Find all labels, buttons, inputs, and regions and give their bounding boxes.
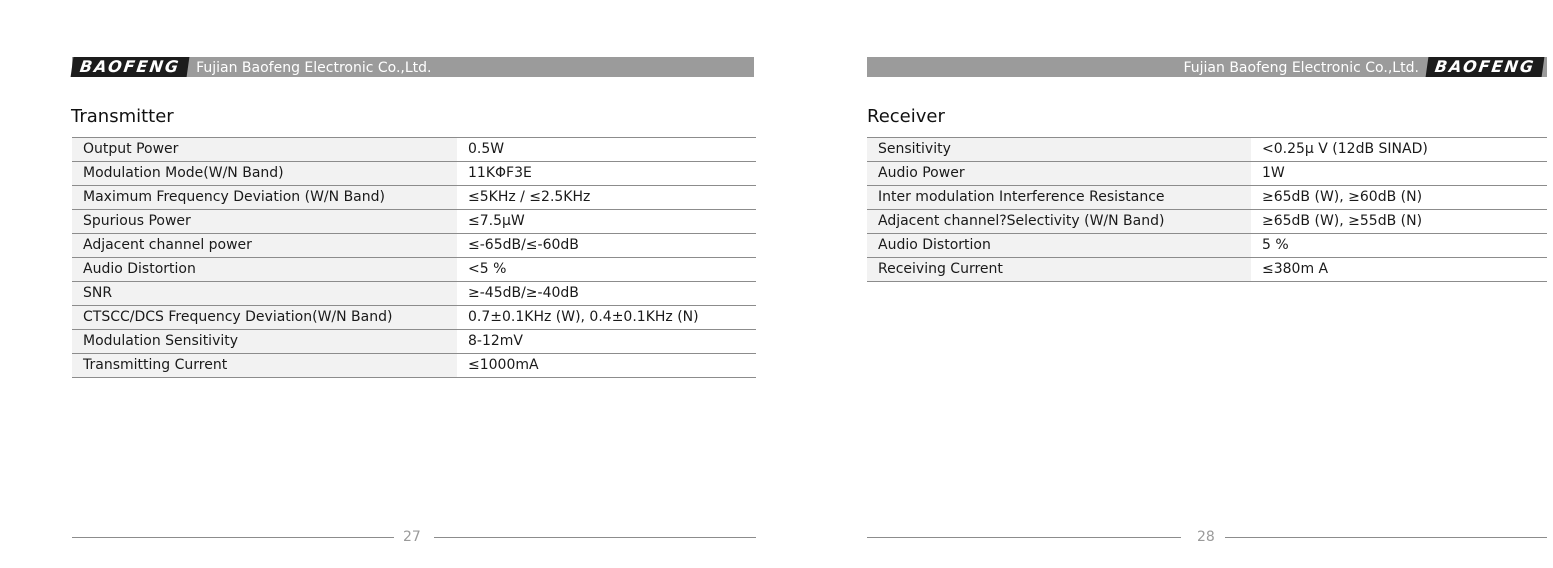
spec-label: Adjacent channel power: [72, 234, 457, 258]
spec-label: Receiving Current: [867, 258, 1251, 282]
spec-label: Maximum Frequency Deviation (W/N Band): [72, 186, 457, 210]
page-header: [867, 57, 1547, 77]
spec-label: Transmitting Current: [72, 354, 457, 378]
spec-row: [72, 282, 756, 306]
spec-row: [867, 258, 1547, 282]
spec-row: [867, 138, 1547, 162]
spec-label: Audio Distortion: [867, 234, 1251, 258]
spec-value: 8-12mV: [457, 330, 756, 354]
spec-row: [72, 138, 756, 162]
spec-value: 11KΦF3E: [457, 162, 756, 186]
spec-value: 1W: [1251, 162, 1547, 186]
baofeng-logo: BAOFENG: [1426, 57, 1545, 77]
spec-value: ≤5KHz / ≤2.5KHz: [457, 186, 756, 210]
spec-row: [72, 210, 756, 234]
footer-rule-right: [434, 537, 756, 538]
spec-value: ≤-65dB/≤-60dB: [457, 234, 756, 258]
spec-row: [72, 258, 756, 282]
spec-label: Output Power: [72, 138, 457, 162]
footer-rule-left: [72, 537, 394, 538]
spec-row: [72, 354, 756, 378]
spec-label: CTSCC/DCS Frequency Deviation(W/N Band): [72, 306, 457, 330]
spec-label: Modulation Sensitivity: [72, 330, 457, 354]
spec-value: ≤7.5μW: [457, 210, 756, 234]
spec-value: 0.5W: [457, 138, 756, 162]
spec-row: [867, 210, 1547, 234]
spec-row: [72, 186, 756, 210]
footer-rule-right: [1225, 537, 1547, 538]
section-title-transmitter: Transmitter: [71, 106, 174, 127]
section-title-receiver: Receiver: [867, 106, 945, 127]
page-number: 28: [1197, 529, 1215, 545]
page-27: [0, 0, 776, 568]
page-footer: [72, 527, 756, 547]
spec-value: ≥65dB (W), ≥60dB (N): [1251, 186, 1547, 210]
spec-label: Adjacent channel?Selectivity (W/N Band): [867, 210, 1251, 234]
spec-row: [867, 234, 1547, 258]
spec-value: ≤380m A: [1251, 258, 1547, 282]
spec-label: Inter modulation Interference Resistance: [867, 186, 1251, 210]
spec-row: [72, 330, 756, 354]
company-name: Fujian Baofeng Electronic Co.,Ltd.: [1183, 60, 1419, 76]
spec-row: [867, 162, 1547, 186]
transmitter-spec-table: [72, 137, 756, 378]
spec-value: <0.25μ V (12dB SINAD): [1251, 138, 1547, 162]
spec-value: ≤1000mA: [457, 354, 756, 378]
spec-label: Sensitivity: [867, 138, 1251, 162]
spec-row: [72, 234, 756, 258]
spec-row: [72, 162, 756, 186]
baofeng-logo: BAOFENG: [71, 57, 190, 77]
page-number: 27: [403, 529, 421, 545]
company-name: Fujian Baofeng Electronic Co.,Ltd.: [196, 60, 432, 76]
spec-label: Audio Power: [867, 162, 1251, 186]
spec-label: Modulation Mode(W/N Band): [72, 162, 457, 186]
footer-rule-left: [867, 537, 1181, 538]
spec-row: [72, 306, 756, 330]
spec-label: Spurious Power: [72, 210, 457, 234]
page-footer: [867, 527, 1547, 547]
spec-value: ≥65dB (W), ≥55dB (N): [1251, 210, 1547, 234]
spec-row: [867, 186, 1547, 210]
spec-value: <5 %: [457, 258, 756, 282]
spec-value: ≥-45dB/≥-40dB: [457, 282, 756, 306]
page-28: [776, 0, 1553, 568]
spec-label: Audio Distortion: [72, 258, 457, 282]
receiver-spec-table: [867, 137, 1547, 282]
spec-value: 5 %: [1251, 234, 1547, 258]
spec-label: SNR: [72, 282, 457, 306]
spec-value: 0.7±0.1KHz (W), 0.4±0.1KHz (N): [457, 306, 756, 330]
page-header: [72, 57, 754, 77]
